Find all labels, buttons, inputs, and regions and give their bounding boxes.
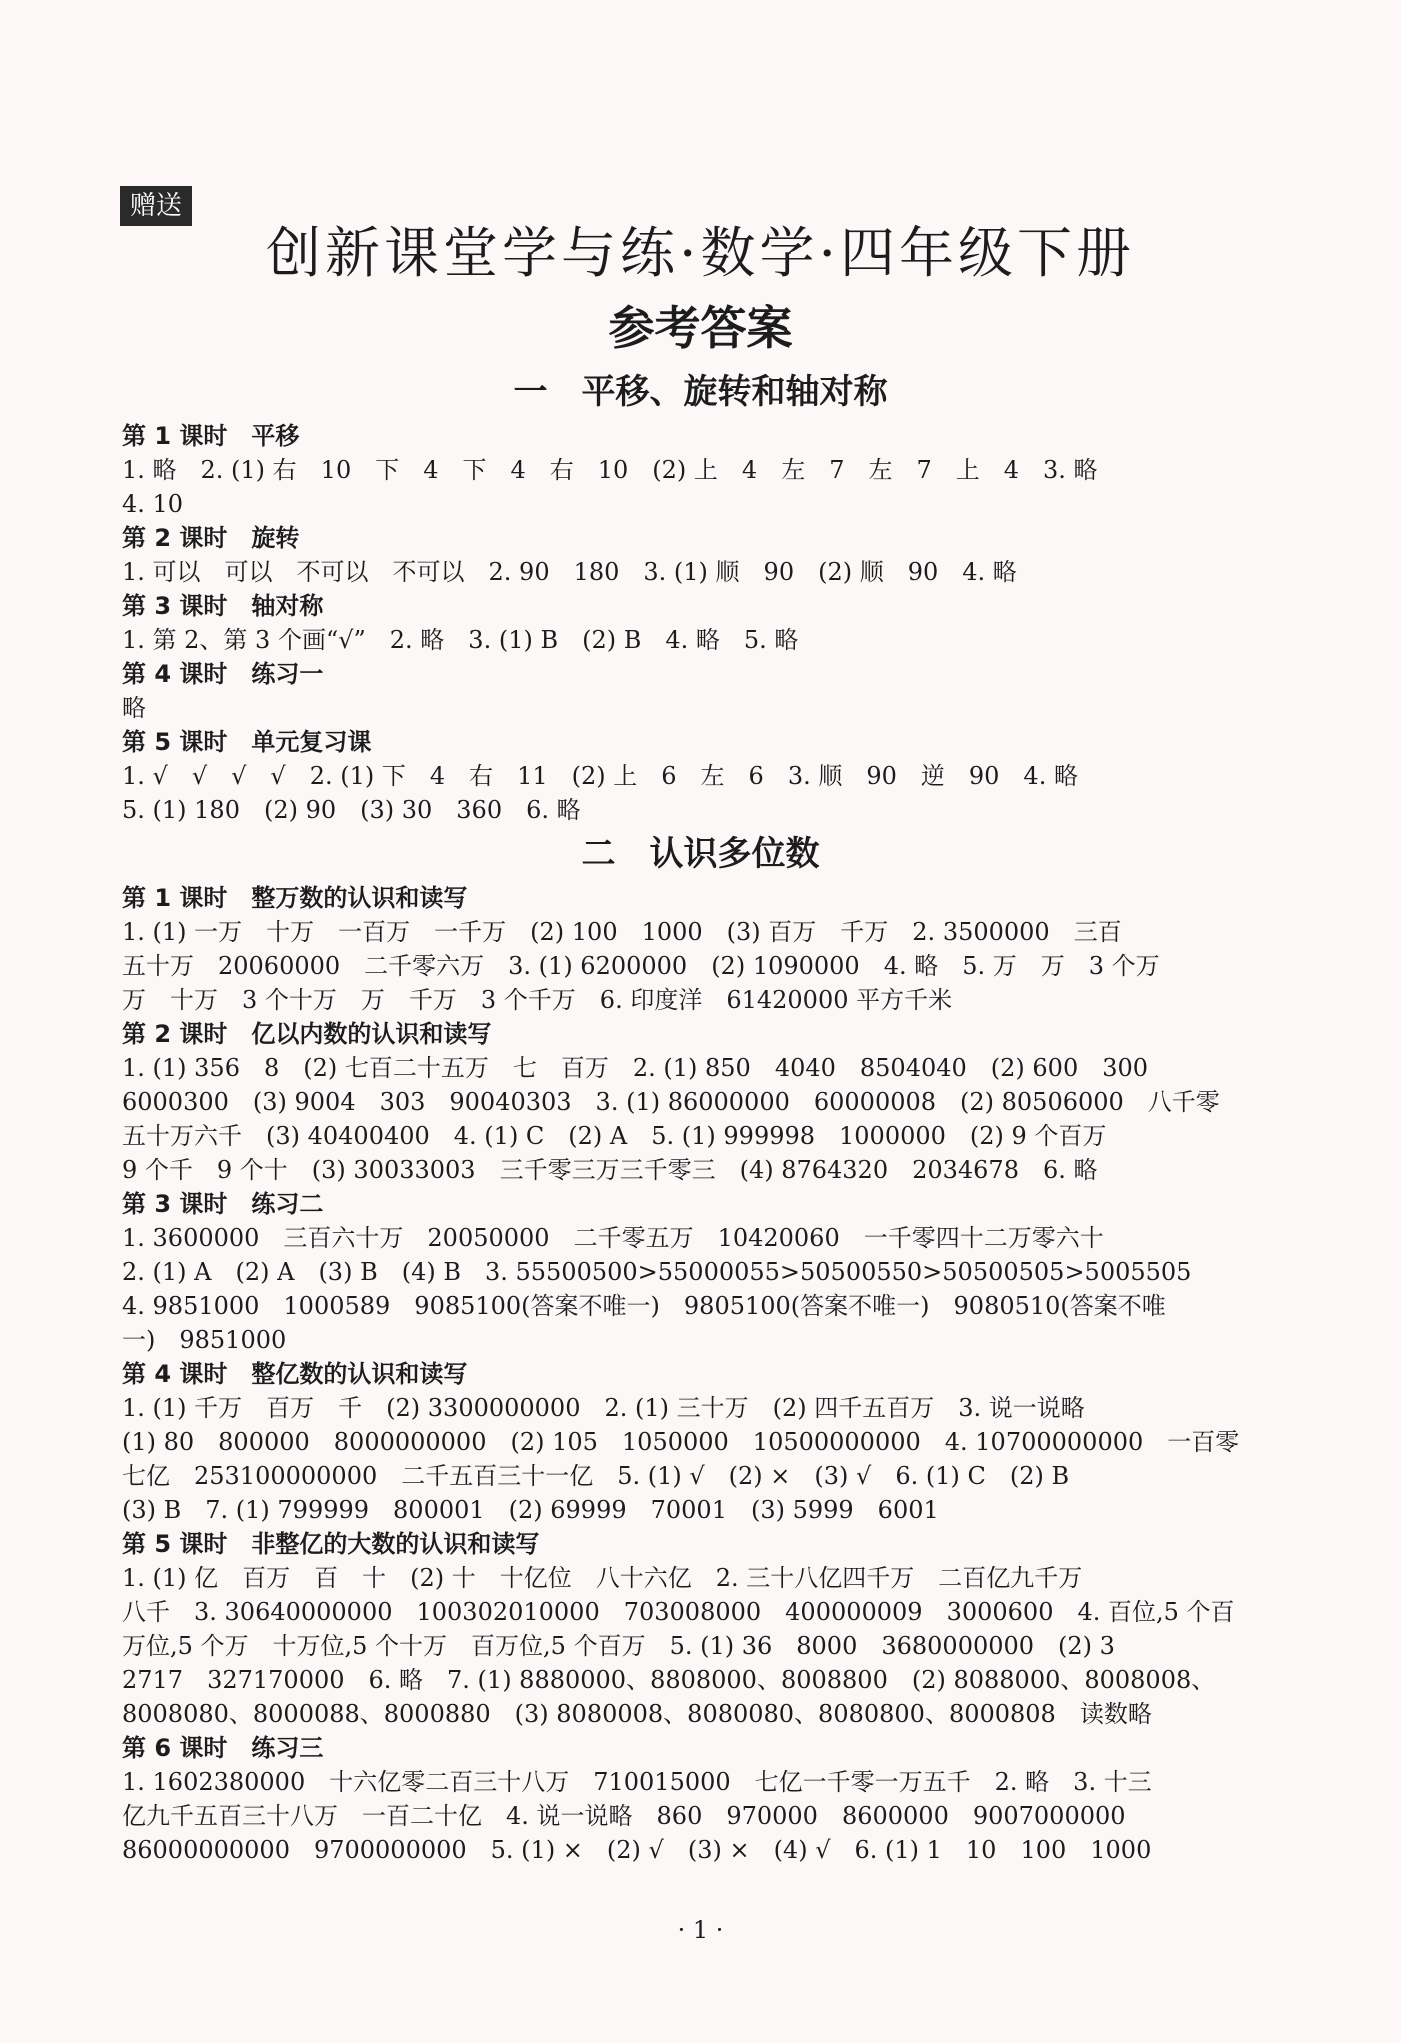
answer-line: 86000000000 9700000000 5. (1) × (2) √ (3) × (4) √ 6. (1) 1 10 100 1000 [122, 1836, 1152, 1864]
answer-line: (3) B 7. (1) 799999 800001 (2) 69999 70001 (3) 5999 6001 [122, 1496, 939, 1524]
answer-line: 1. 略 2. (1) 右 10 下 4 下 4 右 10 (2) 上 4 左 7 左 7 上 4 3. 略 [122, 456, 1098, 484]
answer-line: 万 十万 3 个十万 万 千万 3 个千万 6. 印度洋 61420000 平方千米 [122, 986, 953, 1014]
answer-line: 略 [122, 694, 146, 722]
lesson-title: 第 1 课时 整万数的认识和读写 [122, 884, 468, 912]
gift-badge: 赠送 [120, 186, 192, 226]
lesson-title: 第 2 课时 亿以内数的认识和读写 [122, 1020, 492, 1048]
answer-line: 1. 1602380000 十六亿零二百三十八万 710015000 七亿一千零一万五千 2. 略 3. 十三 [122, 1768, 1152, 1796]
lesson-title: 第 4 课时 练习一 [122, 660, 324, 688]
answer-line: 八千 3. 30640000000 100302010000 703008000 400000009 3000600 4. 百位,5 个百 [122, 1598, 1235, 1626]
book-title: 创新课堂学与练·数学·四年级下册 [266, 221, 1135, 285]
answer-title: 参考答案 [608, 301, 793, 355]
answer-line: 9 个千 9 个十 (3) 30033003 三千零三万三千零三 (4) 8764320 2034678 6. 略 [122, 1156, 1098, 1184]
answer-line: 1. (1) 356 8 (2) 七百二十五万 七 百万 2. (1) 850 4040 8504040 (2) 600 300 [122, 1054, 1149, 1082]
lesson-title: 第 3 课时 练习二 [122, 1190, 324, 1218]
answer-line: 1. (1) 亿 百万 百 十 (2) 十 十亿位 八十六亿 2. 三十八亿四千万 二百亿九千万 [122, 1564, 1083, 1592]
answer-line: 一) 9851000 [122, 1326, 287, 1354]
page-number: · 1 · [677, 1916, 724, 1944]
lesson-title: 第 4 课时 整亿数的认识和读写 [122, 1360, 468, 1388]
lesson-title: 第 5 课时 单元复习课 [122, 728, 372, 756]
answer-line: 1. 3600000 三百六十万 20050000 二千零五万 10420060 一千零四十二万零六十 [122, 1224, 1104, 1252]
answer-line: 1. (1) 千万 百万 千 (2) 3300000000 2. (1) 三十万 (2) 四千五百万 3. 说一说略 [122, 1394, 1085, 1422]
answer-line: 1. √ √ √ √ 2. (1) 下 4 右 11 (2) 上 6 左 6 3. 顺 90 逆 90 4. 略 [122, 762, 1078, 790]
answer-line: 4. 9851000 1000589 9085100(答案不唯一) 9805100(答案不唯一) 9080510(答案不唯 [122, 1292, 1166, 1320]
lesson-title: 第 1 课时 平移 [122, 422, 300, 450]
lesson-title: 第 5 课时 非整亿的大数的认识和读写 [122, 1530, 540, 1558]
unit-heading: 二 认识多位数 [581, 834, 820, 874]
answer-line: 1. 可以 可以 不可以 不可以 2. 90 180 3. (1) 顺 90 (2) 顺 90 4. 略 [122, 558, 1017, 586]
answer-line: 亿九千五百三十八万 一百二十亿 4. 说一说略 860 970000 8600000 9007000000 [122, 1802, 1126, 1830]
answer-line: 1. (1) 一万 十万 一百万 一千万 (2) 100 1000 (3) 百万 千万 2. 3500000 三百 [122, 918, 1122, 946]
answer-line: 七亿 253100000000 二千五百三十一亿 5. (1) √ (2) × (3) √ 6. (1) C (2) B [122, 1462, 1070, 1490]
answer-line: 五十万六千 (3) 40400400 4. (1) C (2) A 5. (1) 999998 1000000 (2) 9 个百万 [122, 1122, 1107, 1150]
answer-line: 4. 10 [122, 490, 184, 518]
lesson-title: 第 3 课时 轴对称 [122, 592, 324, 620]
lesson-title: 第 2 课时 旋转 [122, 524, 300, 552]
unit-heading: 一 平移、旋转和轴对称 [513, 372, 888, 412]
answer-line: 2. (1) A (2) A (3) B (4) B 3. 55500500>55000055>50500550>50500505>5005505 [122, 1258, 1192, 1286]
answer-line: 2717 327170000 6. 略 7. (1) 8880000、8808000、8008800 (2) 8088000、8008008、 [122, 1666, 1216, 1694]
answer-line: 6000300 (3) 9004 303 90040303 3. (1) 86000000 60000008 (2) 80506000 八千零 [122, 1088, 1220, 1116]
lesson-title: 第 6 课时 练习三 [122, 1734, 324, 1762]
answer-line: 5. (1) 180 (2) 90 (3) 30 360 6. 略 [122, 796, 581, 824]
answer-line: 五十万 20060000 二千零六万 3. (1) 6200000 (2) 1090000 4. 略 5. 万 万 3 个万 [122, 952, 1160, 980]
answer-line: (1) 80 800000 8000000000 (2) 105 1050000 10500000000 4. 10700000000 一百零 [122, 1428, 1240, 1456]
answer-line: 8008080、8000088、8000880 (3) 8080008、8080080、8080800、8000808 读数略 [122, 1700, 1152, 1728]
answer-line: 万位,5 个万 十万位,5 个十万 百万位,5 个百万 5. (1) 36 8000 3680000000 (2) 3 [122, 1632, 1115, 1660]
answer-line: 1. 第 2、第 3 个画“√” 2. 略 3. (1) B (2) B 4. 略 5. 略 [122, 626, 799, 654]
